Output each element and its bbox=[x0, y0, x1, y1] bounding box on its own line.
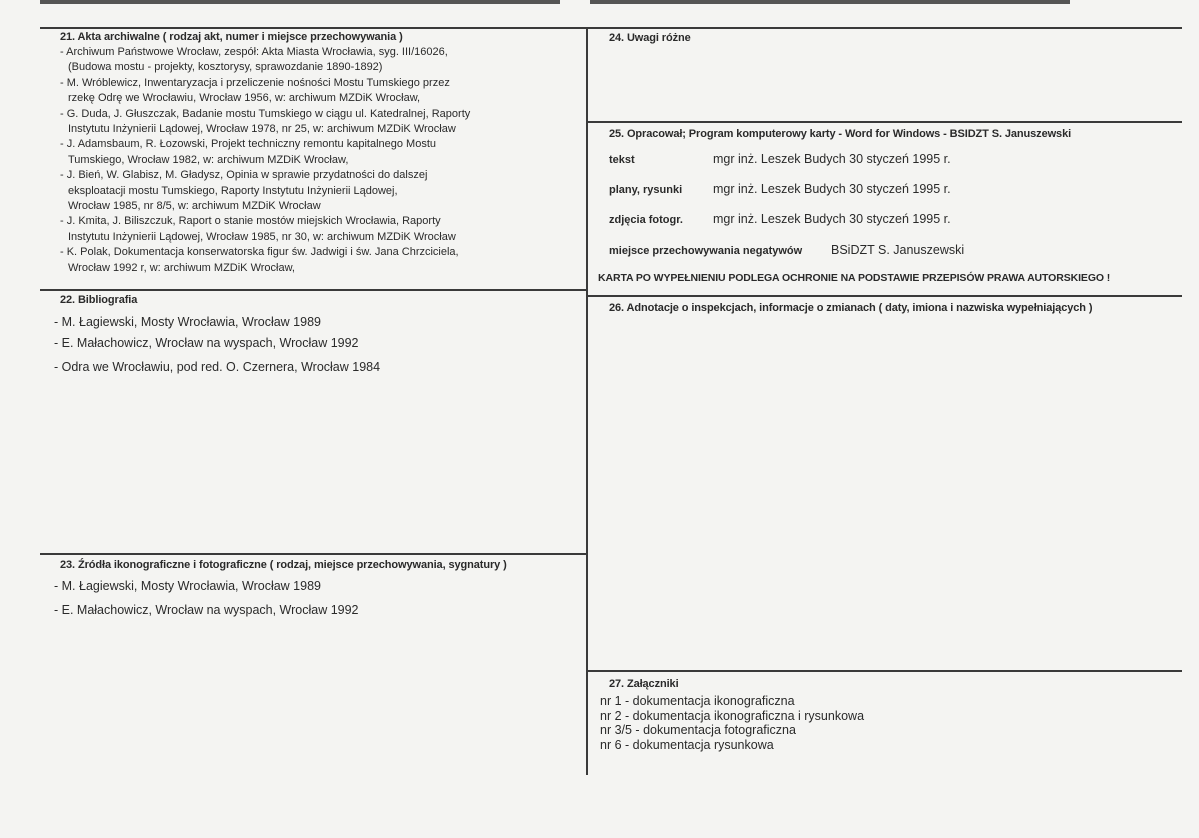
attachment-item: nr 2 - dokumentacja ikonograficzna i rysunkowa bbox=[600, 708, 865, 723]
archival-record-line: - J. Bień, W. Glabisz, M. Gładysz, Opinia w sprawie przydatności do dalszej bbox=[60, 169, 428, 182]
copyright-notice: KARTA PO WYPEŁNIENIU PODLEGA OCHRONIE NA PODSTAWIE PRZEPISÓW PRAWA AUTORSKIEGO ! bbox=[598, 272, 1111, 284]
section-26-annotations bbox=[609, 302, 1092, 314]
divider-25-26 bbox=[588, 295, 1182, 297]
archival-record-line: (Budowa mostu - projekty, kosztorysy, sprawozdanie 1890-1892) bbox=[68, 61, 383, 74]
section-22-title: 22. Bibliografia bbox=[60, 294, 138, 306]
section-24-remarks bbox=[609, 32, 691, 44]
author-row-text bbox=[609, 152, 951, 166]
bibliography-item: - Odra we Wrocławiu, pod red. O. Czernera, Wrocław 1984 bbox=[54, 360, 381, 374]
archival-record-line: Instytutu Inżynierii Lądowej, Wrocław 1985, nr 30, w: archiwum MZDiK Wrocław bbox=[68, 230, 456, 243]
divider-26-27 bbox=[588, 670, 1182, 672]
row-value: BSiDZT S. Januszewski bbox=[831, 243, 965, 257]
negatives-storage-row bbox=[609, 243, 964, 257]
section-27-title: 27. Załączniki bbox=[609, 678, 679, 690]
archival-record-line: eksploatacji mostu Tumskiego, Raporty Instytutu Inżynierii Lądowej, bbox=[68, 184, 398, 197]
section-22-bibliography bbox=[60, 294, 580, 306]
divider-24-25 bbox=[588, 121, 1182, 123]
section-26-title: 26. Adnotacje o inspekcjach, informacje o zmianach ( daty, imiona i nazwiska wypełniających ) bbox=[609, 302, 1093, 314]
row-label: miejsce przechowywania negatywów bbox=[609, 245, 803, 257]
section-23-title: 23. Źródła ikonograficzne i fotograficzne ( rodzaj, miejsce przechowywania, sygnatury ) bbox=[60, 559, 507, 571]
section-25-prepared-by bbox=[609, 128, 1071, 140]
divider-top-left bbox=[40, 27, 588, 29]
divider-top-right bbox=[588, 27, 1182, 29]
iconographic-source-item: - E. Małachowicz, Wrocław na wyspach, Wrocław 1992 bbox=[54, 603, 359, 617]
archival-record-line: - J. Adamsbaum, R. Łozowski, Projekt techniczny remontu kapitalnego Mostu bbox=[60, 138, 437, 151]
attachment-item: nr 1 - dokumentacja ikonograficzna bbox=[600, 694, 795, 708]
section-21-title: 21. Akta archiwalne ( rodzaj akt, numer i miejsce przechowywania ) bbox=[60, 31, 403, 43]
archival-record-line: Wrocław 1992 r, w: archiwum MZDiK Wrocław, bbox=[68, 261, 295, 274]
archival-record-line: - K. Polak, Dokumentacja konserwatorska figur św. Jadwigi i św. Jana Chrzciciela, bbox=[60, 246, 459, 259]
archival-record-line: Instytutu Inżynierii Lądowej, Wrocław 1978, nr 25, w: archiwum MZDiK Wrocław bbox=[68, 123, 456, 136]
column-divider bbox=[586, 27, 588, 775]
author-row-photos bbox=[609, 212, 951, 226]
top-edge-mark bbox=[40, 0, 560, 4]
section-24-title: 24. Uwagi różne bbox=[609, 32, 691, 44]
divider-21-22 bbox=[40, 289, 588, 291]
archival-record-line: rzekę Odrę we Wrocławiu, Wrocław 1956, w: archiwum MZDiK Wrocław, bbox=[68, 92, 421, 105]
section-23-iconographic-sources bbox=[60, 559, 580, 571]
row-label: plany, rysunki bbox=[609, 184, 683, 196]
iconographic-source-item: - M. Łagiewski, Mosty Wrocławia, Wrocław 1989 bbox=[54, 579, 321, 593]
divider-22-23 bbox=[40, 553, 588, 555]
row-value: mgr inż. Leszek Budych 30 styczeń 1995 r. bbox=[713, 182, 951, 196]
row-label: zdjęcia fotogr. bbox=[609, 214, 683, 226]
section-21-archival-records bbox=[60, 31, 580, 276]
archival-record-line: - Archiwum Państwowe Wrocław, zespół: Akta Miasta Wrocławia, syg. III/16026, bbox=[60, 46, 448, 58]
author-row-drawings bbox=[609, 182, 951, 196]
section-25-title: 25. Opracował; Program komputerowy karty - Word for Windows - BSIDZT S. Januszewski bbox=[609, 128, 1072, 140]
section-27-attachments bbox=[609, 678, 679, 690]
bibliography-item: - E. Małachowicz, Wrocław na wyspach, Wrocław 1992 bbox=[54, 336, 359, 350]
archival-record-line: - G. Duda, J. Głuszczak, Badanie mostu Tumskiego w ciągu ul. Katedralnej, Raporty bbox=[60, 107, 471, 120]
archival-record-line: - J. Kmita, J. Biliszczuk, Raport o stanie mostów miejskich Wrocławia, Raporty bbox=[60, 215, 441, 228]
top-edge-mark bbox=[590, 0, 1070, 4]
row-value: mgr inż. Leszek Budych 30 styczeń 1995 r. bbox=[713, 152, 951, 166]
attachment-item: nr 3/5 - dokumentacja fotograficzna bbox=[600, 723, 796, 737]
attachments-list bbox=[600, 694, 864, 752]
archival-record-line: Tumskiego, Wrocław 1982, w: archiwum MZDiK Wrocław, bbox=[68, 153, 349, 166]
row-label: tekst bbox=[609, 154, 635, 166]
archival-record-line: - M. Wróblewicz, Inwentaryzacja i przeliczenie nośności Mostu Tumskiego przez bbox=[60, 76, 450, 89]
bibliography-item: - M. Łagiewski, Mosty Wrocławia, Wrocław 1989 bbox=[54, 315, 321, 329]
archival-record-line: Wrocław 1985, nr 8/5, w: archiwum MZDiK Wrocław bbox=[68, 200, 321, 213]
attachment-item: nr 6 - dokumentacja rysunkowa bbox=[600, 737, 774, 752]
row-value: mgr inż. Leszek Budych 30 styczeń 1995 r. bbox=[713, 212, 951, 226]
